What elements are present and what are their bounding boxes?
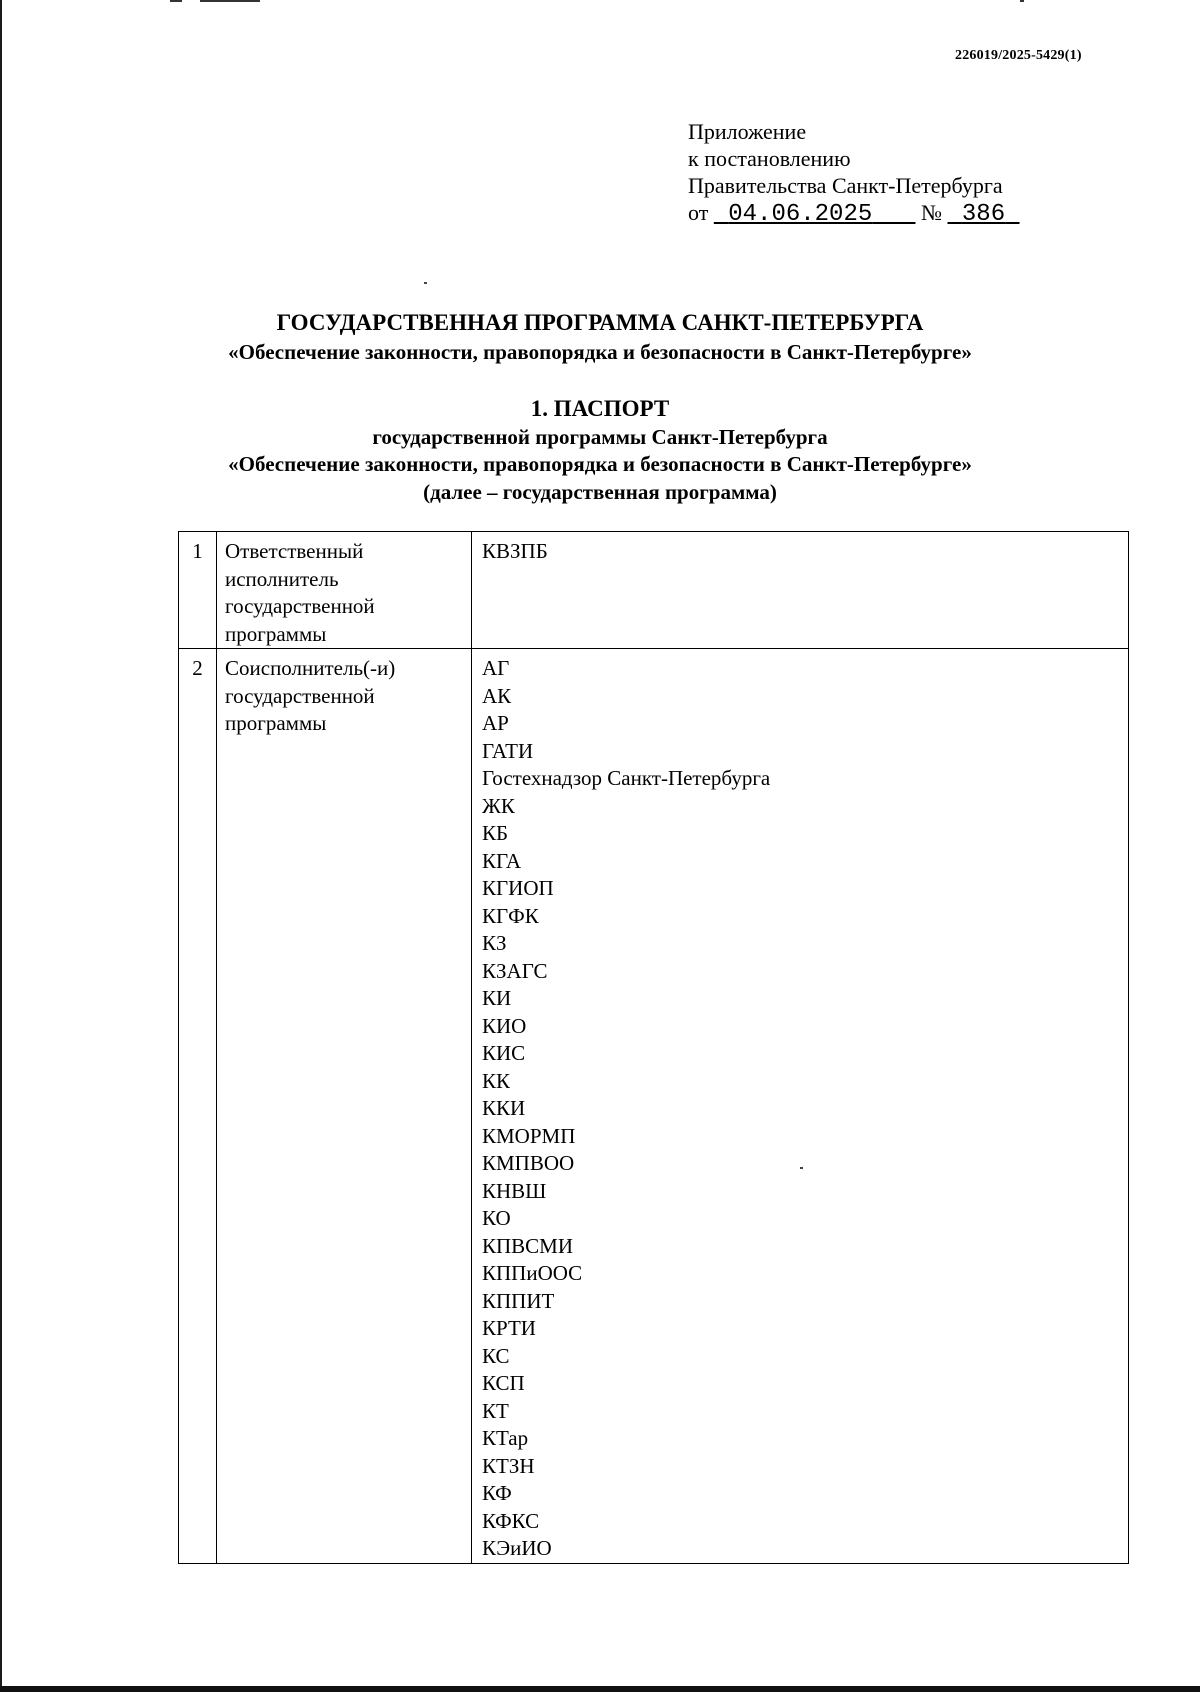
co-executor-item: КЭиИО (482, 1536, 552, 1560)
table-row (179, 649, 1129, 1564)
co-executor-item: КТ (482, 1398, 509, 1423)
program-subtitle: «Обеспечение законности, правопорядка и безопасности в Санкт-Петербурге» (228, 340, 972, 364)
appendix-line: Приложение (688, 119, 807, 144)
scan-speck (170, 0, 182, 2)
co-executor-item: ККИ (482, 1096, 526, 1120)
row-number: 1 (179, 532, 217, 649)
section-subheading: государственной программы Санкт-Петербурга (372, 425, 828, 449)
co-executor-item: АГ (482, 656, 510, 680)
co-executor-item: КТЗН (482, 1453, 535, 1478)
co-executor-item: КФ (482, 1481, 512, 1505)
passport-table (178, 531, 1129, 1564)
co-executor-item: КНВШ (482, 1178, 547, 1203)
co-executor-item: КГИОП (482, 876, 554, 900)
section-subheading: (далее – государственная программа) (423, 480, 777, 504)
scan-speck (200, 0, 260, 2)
co-executor-item: КМПВОО (482, 1151, 575, 1175)
table-row (179, 532, 1129, 649)
row-title: Ответственный исполнитель государственной программы (217, 532, 472, 649)
appendix-block (688, 118, 1020, 228)
scan-edge-bottom (0, 1686, 1200, 1692)
scan-speck (424, 282, 427, 284)
co-executor-item: КГФК (482, 903, 539, 928)
number-sign: № (920, 200, 942, 225)
co-executor-item: КИС (482, 1041, 526, 1065)
appendix-line: Правительства Санкт-Петербурга (688, 173, 1003, 198)
scan-edge-left (0, 0, 2, 1692)
co-executor-item: КС (482, 1343, 510, 1368)
appendix-date-line (688, 199, 1020, 228)
co-executor-item: КППиООС (482, 1261, 583, 1285)
co-executor-item: КК (482, 1068, 511, 1093)
co-executor-item: КО (482, 1206, 511, 1230)
co-executor-item: КППИТ (482, 1288, 555, 1313)
row-value (472, 649, 1129, 1564)
co-executor-item: АР (482, 711, 509, 735)
co-executor-item: КМОРМП (482, 1123, 576, 1148)
co-executor-item: КГА (482, 848, 522, 873)
resolution-number: 386 (961, 201, 1006, 228)
co-executor-item: КФКС (482, 1508, 540, 1533)
date-prefix: от (688, 200, 709, 225)
section-subheading: «Обеспечение законности, правопорядка и безопасности в Санкт-Петербурге» (228, 452, 972, 476)
section-heading: 1. ПАСПОРТ (530, 396, 670, 421)
co-executor-item: КСП (482, 1371, 525, 1395)
co-executor-item: КИО (482, 1013, 527, 1038)
co-executor-item: АК (482, 683, 512, 708)
row-title: Соисполнитель(-и) государственной программы (217, 649, 472, 1564)
row-value: КВЗПБ (472, 532, 1129, 649)
program-title: ГОСУДАРСТВЕННАЯ ПРОГРАММА САНКТ-ПЕТЕРБУРГА (276, 310, 924, 335)
co-executor-item: КИ (482, 986, 512, 1010)
appendix-line: к постановлению (688, 146, 851, 171)
co-executor-item: КЗАГС (482, 958, 548, 983)
co-executor-item: КРТИ (482, 1316, 536, 1340)
co-executor-item: КПВСМИ (482, 1233, 574, 1258)
co-executor-item: КБ (482, 821, 509, 845)
co-executor-item: КЗ (482, 931, 507, 955)
co-executor-item: КТар (482, 1426, 529, 1450)
co-executor-item: ЖК (482, 793, 515, 818)
row-number: 2 (179, 649, 217, 1564)
document-number: 226019/2025-5429(1) (955, 48, 1082, 63)
resolution-date: 04.06.2025 (728, 201, 873, 228)
scan-speck (1020, 0, 1024, 2)
co-executor-item: ГАТИ (482, 738, 534, 763)
co-executor-item: Гостехнадзор Санкт-Петербурга (482, 766, 771, 790)
